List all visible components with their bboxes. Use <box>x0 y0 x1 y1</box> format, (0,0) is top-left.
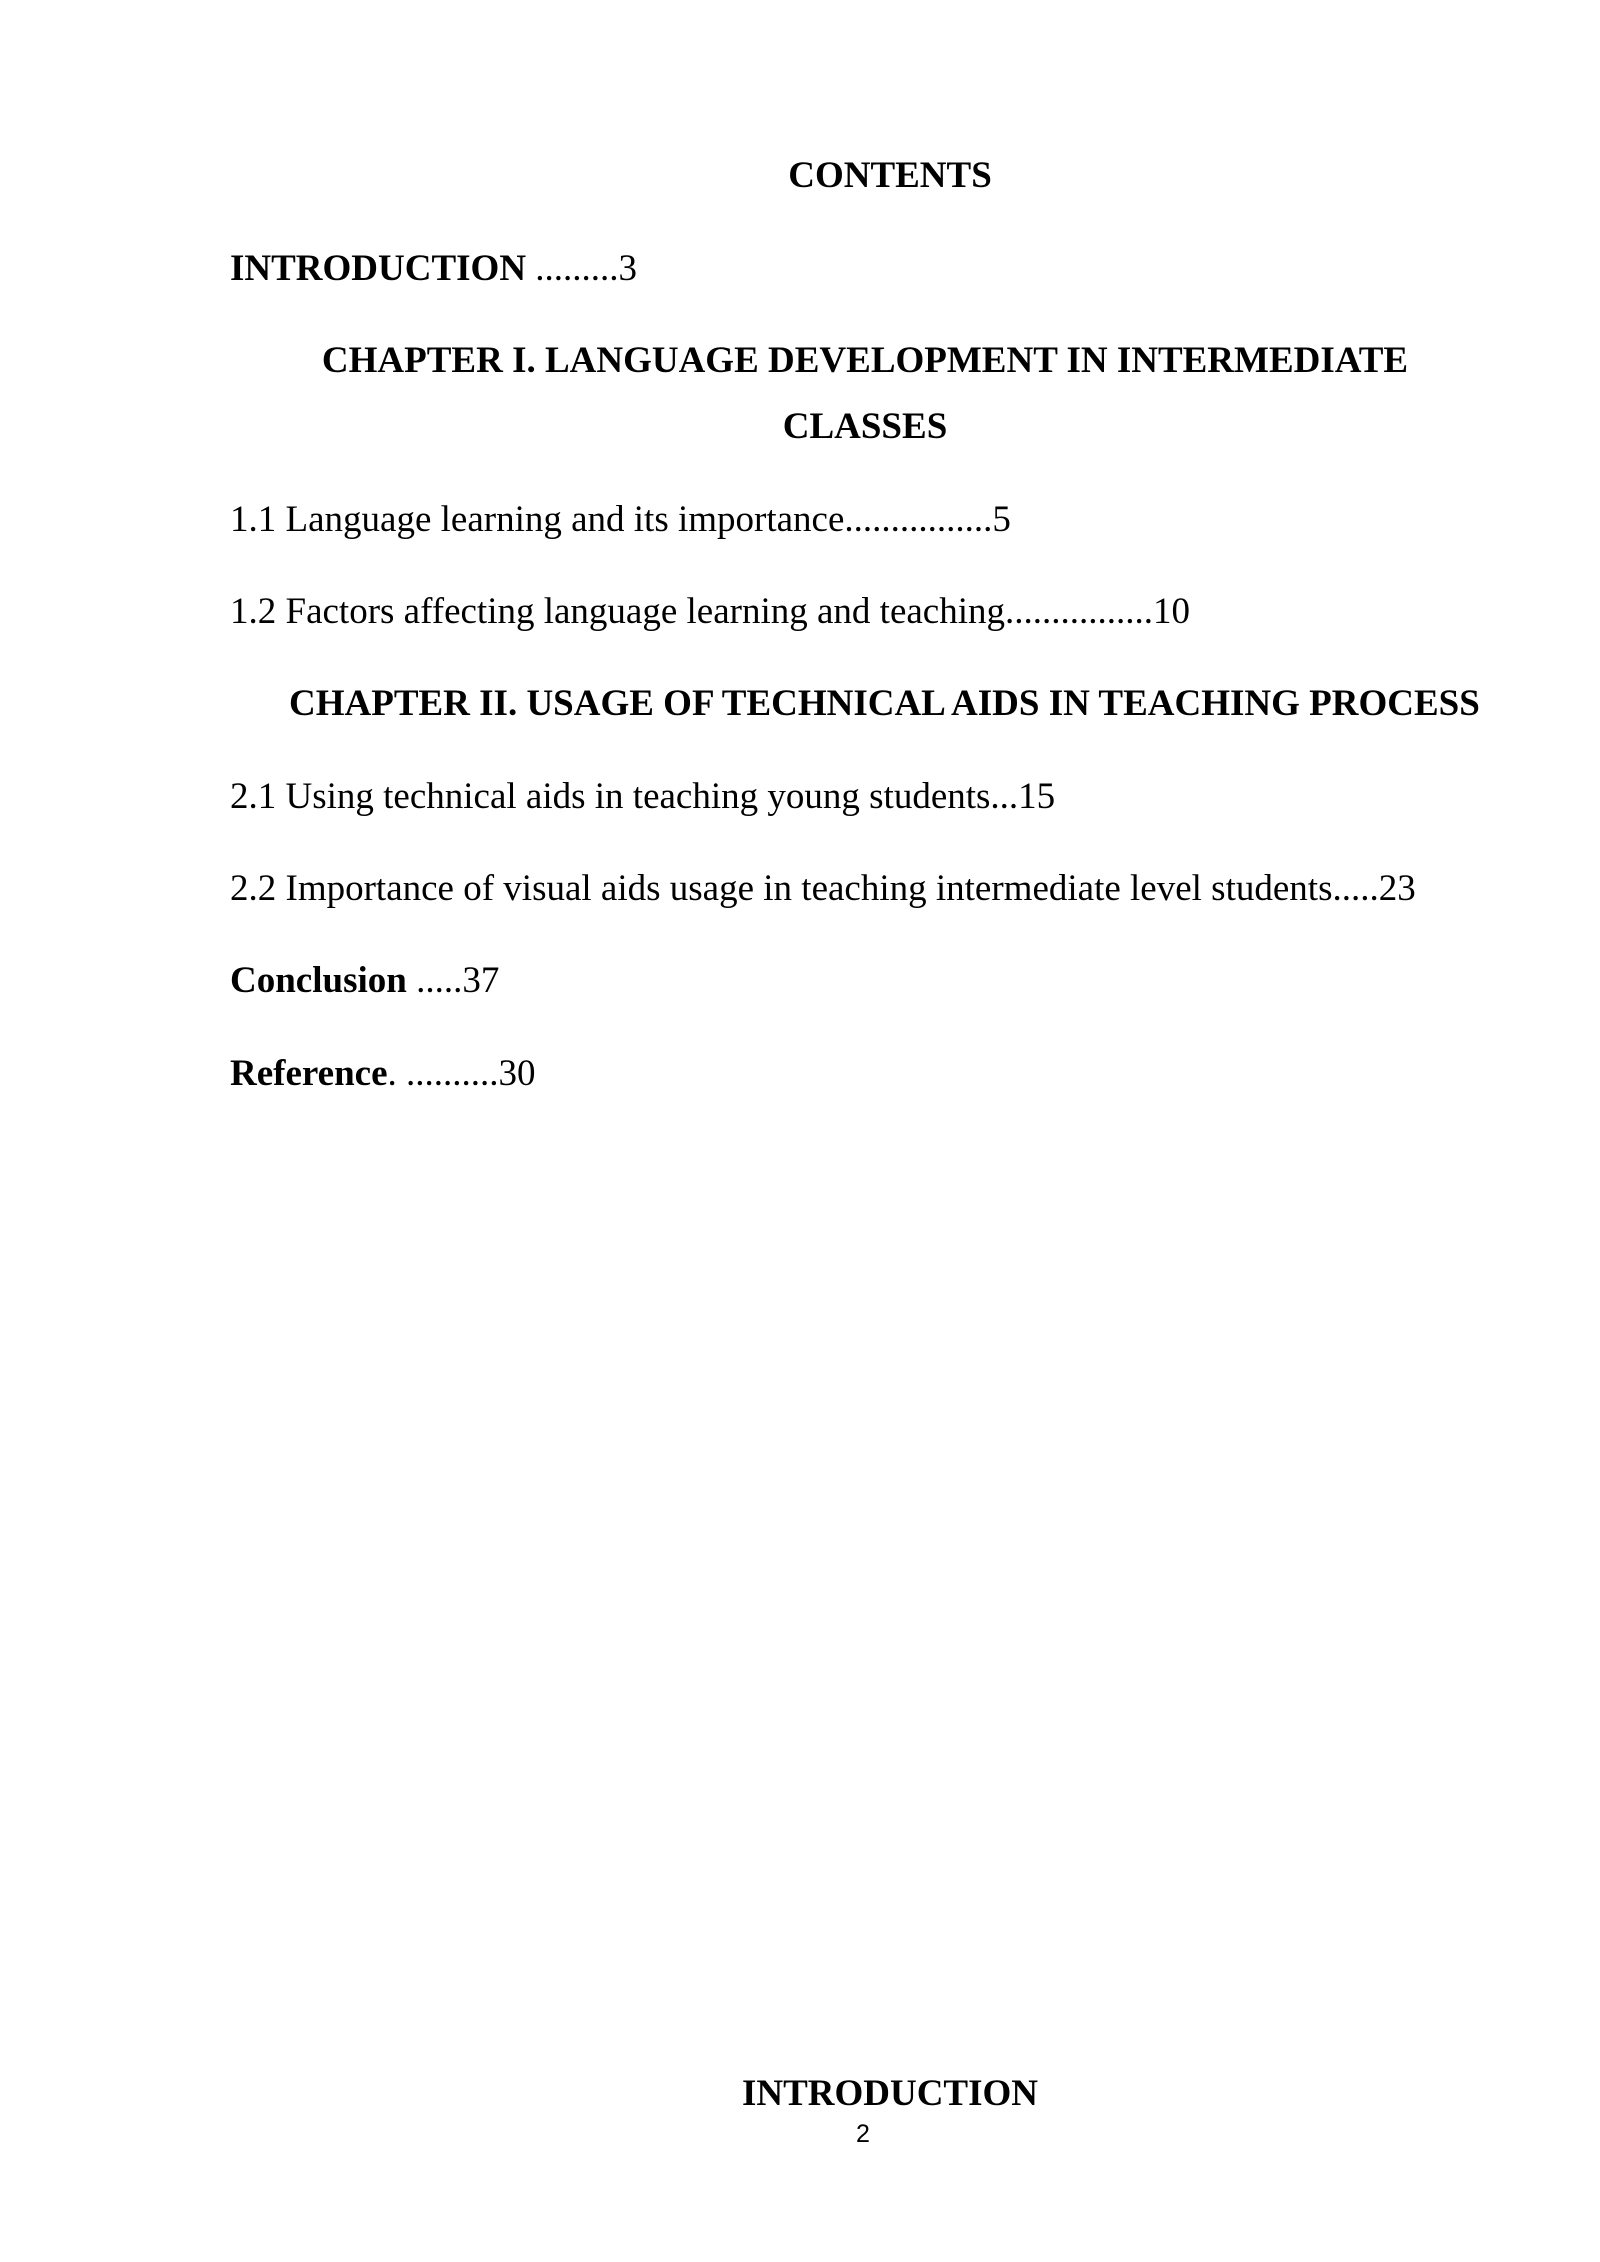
page-number: 2 <box>856 2120 870 2148</box>
chapter-2-heading: CHAPTER II. USAGE OF TECHNICAL AIDS IN TEACHING PROCESS <box>289 683 1480 724</box>
toc-entry-leader: . ..........30 <box>387 1053 536 1094</box>
contents-title: CONTENTS <box>788 155 992 196</box>
toc-entry-1-2: 1.2 Factors affecting language learning and teaching................10 <box>230 591 1190 632</box>
toc-entry-label: Reference <box>230 1053 388 1094</box>
chapter-1-heading-continued: CLASSES <box>782 406 948 447</box>
toc-entry-introduction <box>230 250 637 287</box>
toc-entry-1-1: 1.1 Language learning and its importance................5 <box>230 499 1011 540</box>
toc-entry-2-1: 2.1 Using technical aids in teaching young students...15 <box>230 776 1056 817</box>
toc-entry-leader: .....37 <box>406 960 500 1001</box>
toc-entry-conclusion <box>230 962 499 999</box>
next-section-heading: INTRODUCTION <box>741 2073 1039 2114</box>
toc-entry-2-2: 2.2 Importance of visual aids usage in teaching intermediate level students.....23 <box>230 868 1416 909</box>
toc-entry-leader: .........3 <box>526 248 638 289</box>
chapter-1-heading: CHAPTER I. LANGUAGE DEVELOPMENT IN INTERMEDIATE <box>321 340 1409 381</box>
toc-entry-label: INTRODUCTION <box>230 248 527 289</box>
toc-entry-label: Conclusion <box>230 960 407 1001</box>
toc-entry-reference <box>230 1055 536 1092</box>
